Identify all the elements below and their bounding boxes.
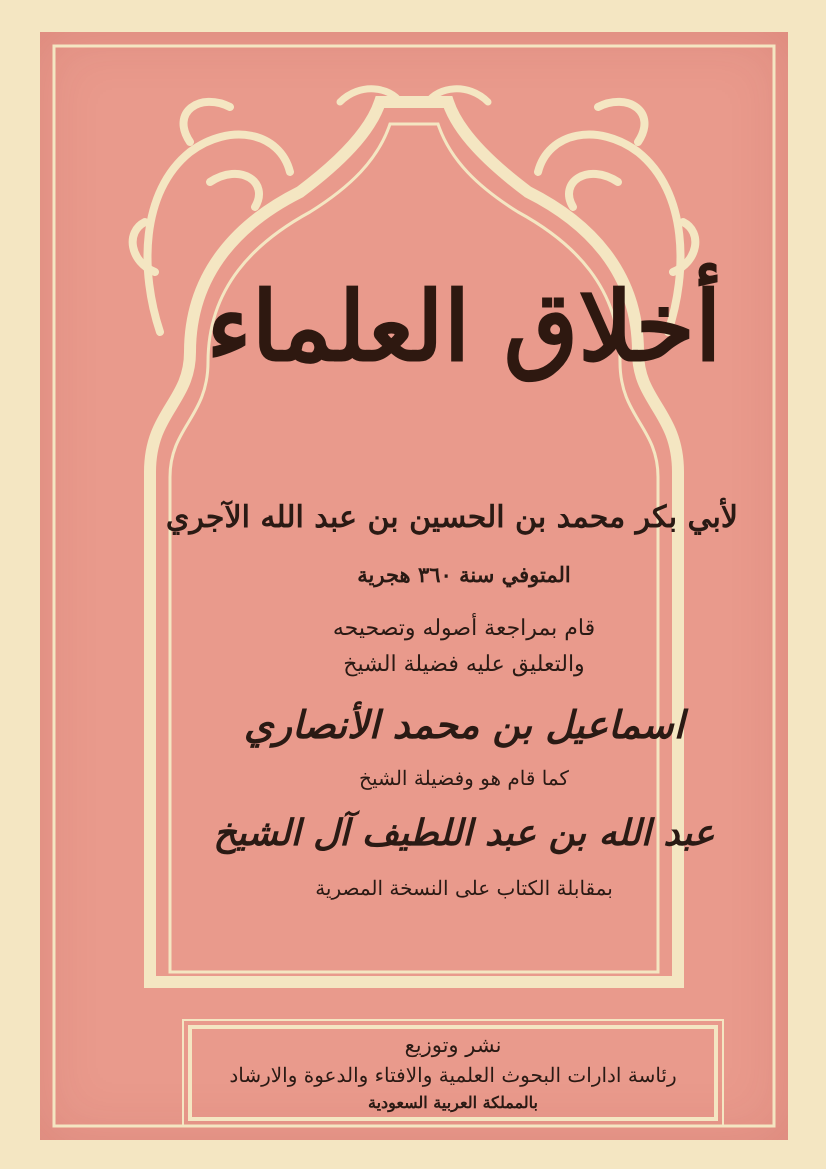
book-cover	[40, 32, 788, 1140]
review-line-2: والتعليق عليه فضيلة الشيخ	[343, 652, 585, 677]
publisher-heading: نشر وتوزيع	[404, 1033, 502, 1057]
review-line-1: قام بمراجعة أصوله وتصحيحه	[332, 616, 596, 641]
collation-note: بمقابلة الكتاب على النسخة المصرية	[315, 876, 613, 900]
editor-name-1: اسماعيل بن محمد الأنصاري	[243, 702, 685, 747]
author-line: لأبي بكر محمد بن الحسين بن عبد الله الآجري	[165, 500, 738, 535]
book-title: أخلاق العلماء	[206, 270, 722, 383]
publisher-box	[188, 1025, 718, 1121]
publisher-organization: رئاسة ادارات البحوث العلمية والافتاء والدعوة والارشاد	[229, 1063, 677, 1087]
editor-name-2: عبد الله بن عبد اللطيف آل الشيخ	[213, 812, 715, 854]
role-line-2: كما قام هو وفضيلة الشيخ	[359, 766, 569, 790]
death-note: المتوفي سنة ٣٦٠ هجرية	[357, 562, 571, 587]
publisher-country: بالمملكة العربية السعودية	[367, 1093, 538, 1112]
